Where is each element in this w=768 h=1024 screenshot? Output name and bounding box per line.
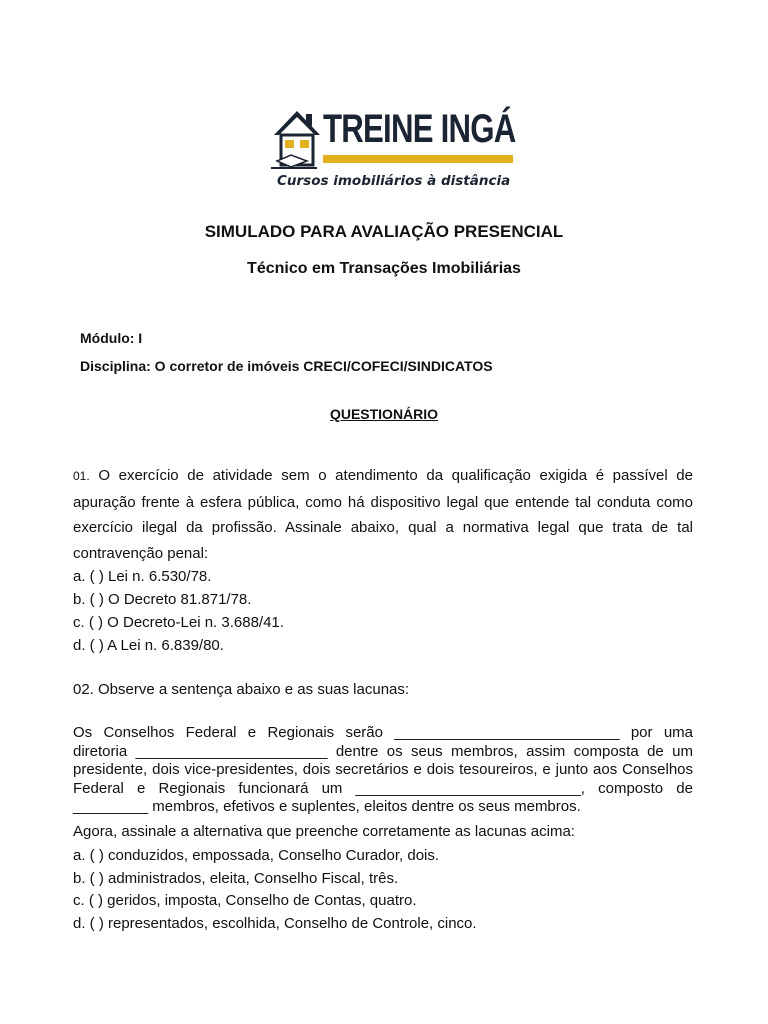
question-2-text: Os Conselhos Federal e Regionais serão ___________________________ por uma diretoria _______________________ dentre os seus membros, assim composta de um presidente, dois vice-presidentes, dois secretários e dois tesoureiros, e junto aos Conselhos Federal e Regionais funcionará um ___________________________, composto de _________ membros, efetivos e suplentes, eleitos dentre os seus membros. [73,724,693,815]
q1-option-a[interactable]: a. ( ) Lei n. 6.530/78. [73,568,212,585]
question-1 [73,463,693,566]
q1-option-d[interactable]: d. ( ) A Lei n. 6.839/80. [73,637,224,654]
q2-option-b[interactable]: b. ( ) administrados, eleita, Conselho Fiscal, três. [73,870,399,887]
question-1-number: 01. [73,469,90,483]
module-label: Módulo: I [80,330,143,346]
logo-name: TREINE INGÁ [323,107,516,151]
q2-option-a[interactable]: a. ( ) conduzidos, empossada, Conselho Curador, dois. [73,847,440,864]
q1-option-b[interactable]: b. ( ) O Decreto 81.871/78. [73,591,252,608]
q2-option-d[interactable]: d. ( ) representados, escolhida, Conselho de Controle, cinco. [73,915,477,932]
question-2-intro: 02. Observe a sentença abaixo e as suas lacunas: [73,681,410,698]
logo-tagline: Cursos imobiliários à distância [277,173,511,189]
page-subtitle: Técnico em Transações Imobiliárias [247,260,521,277]
section-title: QUESTIONÁRIO [329,406,439,422]
treine-inga-logo [257,85,533,205]
question-1-text: O exercício de atividade sem o atendimento da qualificação exigida é passível de apuração frente à esfera pública, como há dispositivo legal que entende tal conduta como exercício ilegal da profissão. Assinale abaixo, qual a normativa legal que trata de tal contravenção penal: [73,467,693,562]
page-title: SIMULADO PARA AVALIAÇÃO PRESENCIAL [204,222,564,241]
logo-gold-bar [323,155,513,163]
q2-option-c[interactable]: c. ( ) geridos, imposta, Conselho de Contas, quatro. [73,892,417,909]
question-2-prompt: Agora, assinale a alternativa que preenche corretamente as lacunas acima: [73,823,575,840]
q1-option-c[interactable]: c. ( ) O Decreto-Lei n. 3.688/41. [73,614,284,631]
discipline-label: Disciplina: O corretor de imóveis CRECI/COFECI/SINDICATOS [80,358,493,374]
